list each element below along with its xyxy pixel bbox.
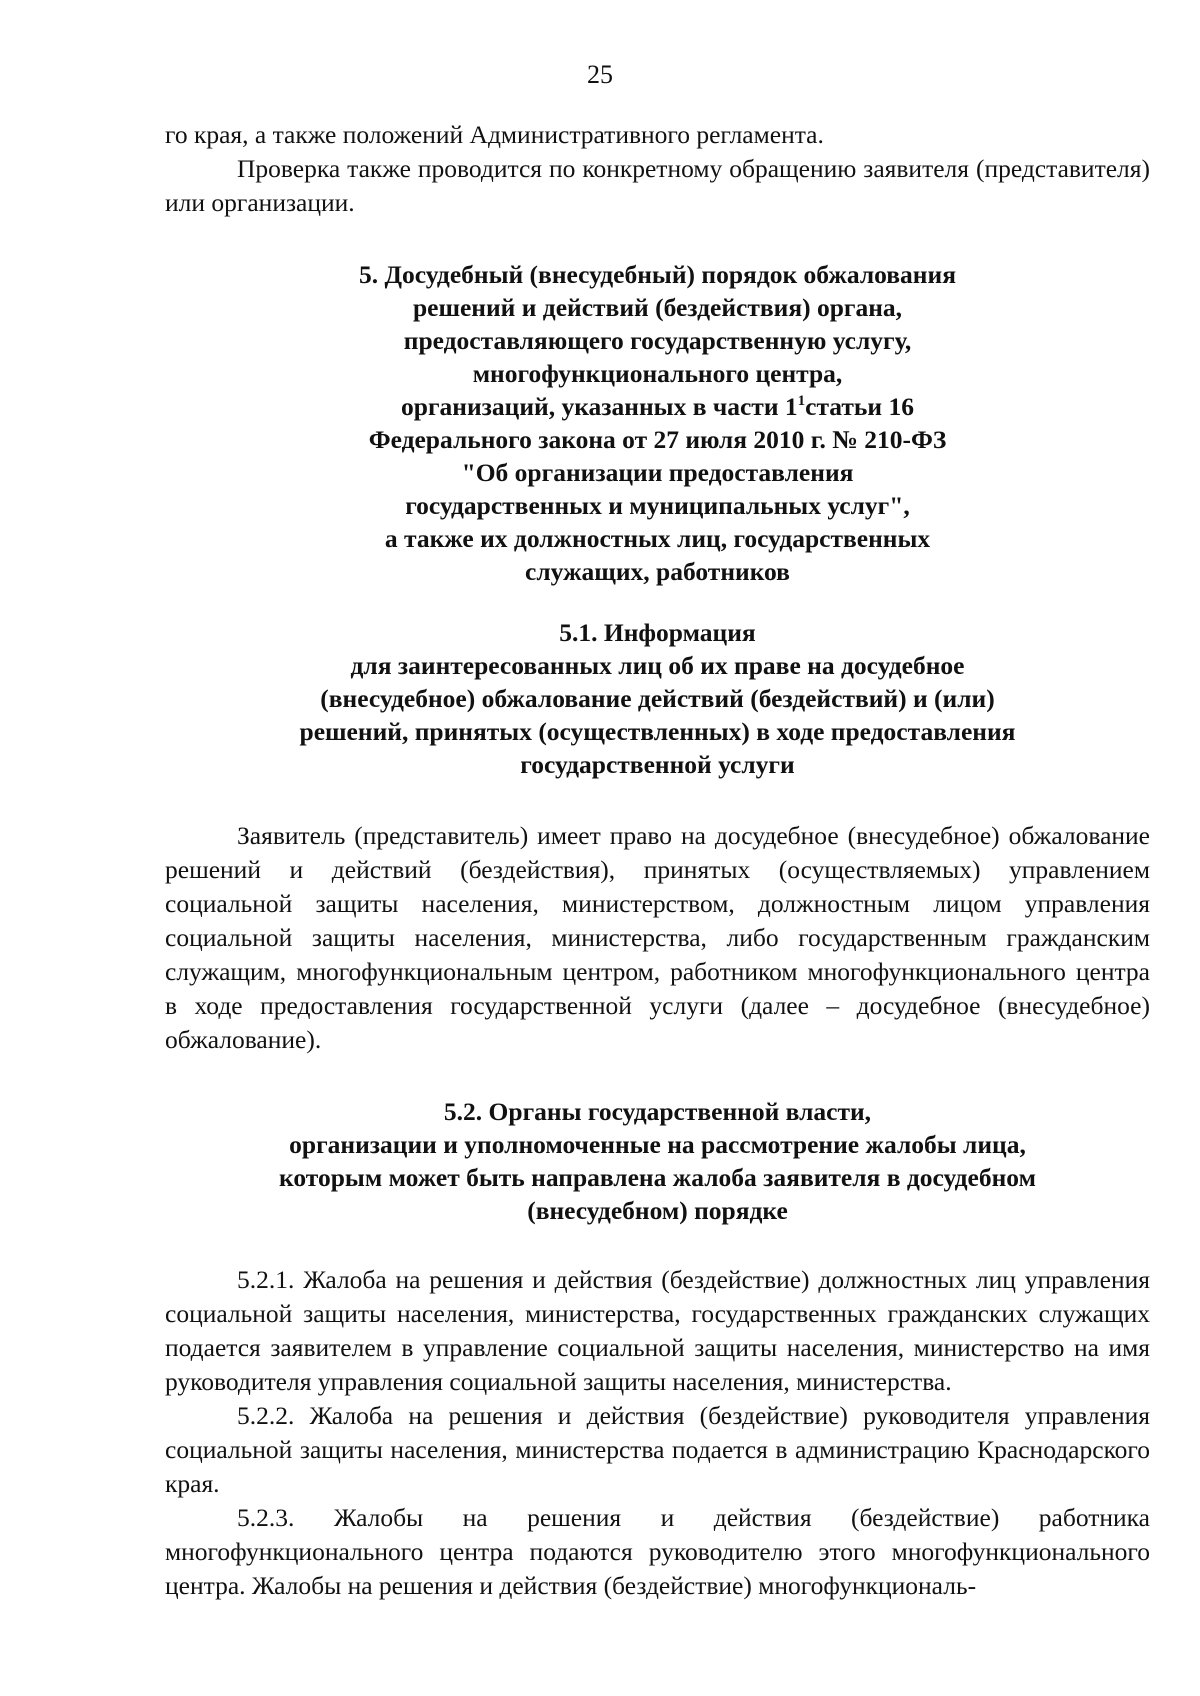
intro-continuation: го края, а также положений Административного регламента.	[165, 120, 824, 149]
heading-line: государственных и муниципальных услуг",	[405, 491, 910, 520]
heading-line-text: статьи 16	[805, 392, 914, 421]
page-number: 25	[587, 60, 613, 89]
superscript: 1	[797, 393, 806, 409]
paragraph-5-2-3: 5.2.3. Жалобы на решения и действия (бездействие) работника многофункционального центра подаются руководителю этого многофункционального центра. Жалобы на решения и действия (бездействие) многофункциональ-	[165, 1503, 1150, 1600]
intro-paragraph: Проверка также проводится по конкретному обращению заявителя (представителя) или организации.	[165, 154, 1150, 217]
heading-line: решений и действий (бездействия) органа,	[412, 293, 903, 322]
section-5-2-heading	[165, 1095, 1150, 1227]
heading-line: предоставляющего государственную услугу,	[403, 326, 912, 355]
section-5-1-paragraph: Заявитель (представитель) имеет право на досудебное (внесудебное) обжалование решений и действий (бездействия), принятых (осуществляемых) управлением социальной защиты населения, министерством, должностным лицом управления социальной защиты населения, министерства, либо государственным гражданским служащим, многофункциональным центром, работником многофункционального центра в ходе предоставления государственной услуги (далее – досудебное (внесудебное) обжалование).	[165, 821, 1150, 1054]
heading-line: 5.2. Органы государственной власти,	[443, 1097, 872, 1126]
heading-line: организации и уполномоченные на рассмотрение жалобы лица,	[289, 1130, 1026, 1159]
heading-line: 5. Досудебный (внесудебный) порядок обжалования	[359, 260, 956, 289]
heading-line	[165, 390, 1150, 423]
heading-line: которым может быть направлена жалоба заявителя в досудебном	[279, 1163, 1036, 1192]
heading-line: а также их должностных лиц, государственных	[384, 524, 931, 553]
heading-line: многофункционального центра,	[472, 359, 843, 388]
heading-line: служащих, работников	[525, 557, 790, 586]
heading-line: 5.1. Информация	[559, 618, 756, 647]
section-5-1-heading	[165, 616, 1150, 781]
heading-line: (внесудебное) обжалование действий (бездействий) и (или)	[320, 684, 995, 713]
heading-line: для заинтересованных лиц об их праве на досудебное	[350, 651, 965, 680]
paragraph-5-2-2: 5.2.2. Жалоба на решения и действия (бездействие) руководителя управления социальной защиты населения, министерства подается в администрацию Краснодарского края.	[165, 1401, 1150, 1498]
heading-line: государственной услуги	[520, 750, 795, 779]
page-content	[165, 118, 1150, 1603]
heading-line: решений, принятых (осуществленных) в ходе предоставления	[299, 717, 1016, 746]
heading-line: Федерального закона от 27 июля 2010 г. № 210-ФЗ	[368, 425, 947, 454]
heading-line-text: организаций, указанных в части 1	[401, 392, 798, 421]
section-5-heading	[165, 258, 1150, 588]
heading-line: (внесудебном) порядке	[527, 1196, 788, 1225]
heading-line: "Об организации предоставления	[461, 458, 854, 487]
paragraph-5-2-1: 5.2.1. Жалоба на решения и действия (бездействие) должностных лиц управления социальной защиты населения, министерства, государственных гражданских служащих подается заявителем в управление социальной защиты населения, министерство на имя руководителя управления социальной защиты населения, министерства.	[165, 1265, 1150, 1396]
